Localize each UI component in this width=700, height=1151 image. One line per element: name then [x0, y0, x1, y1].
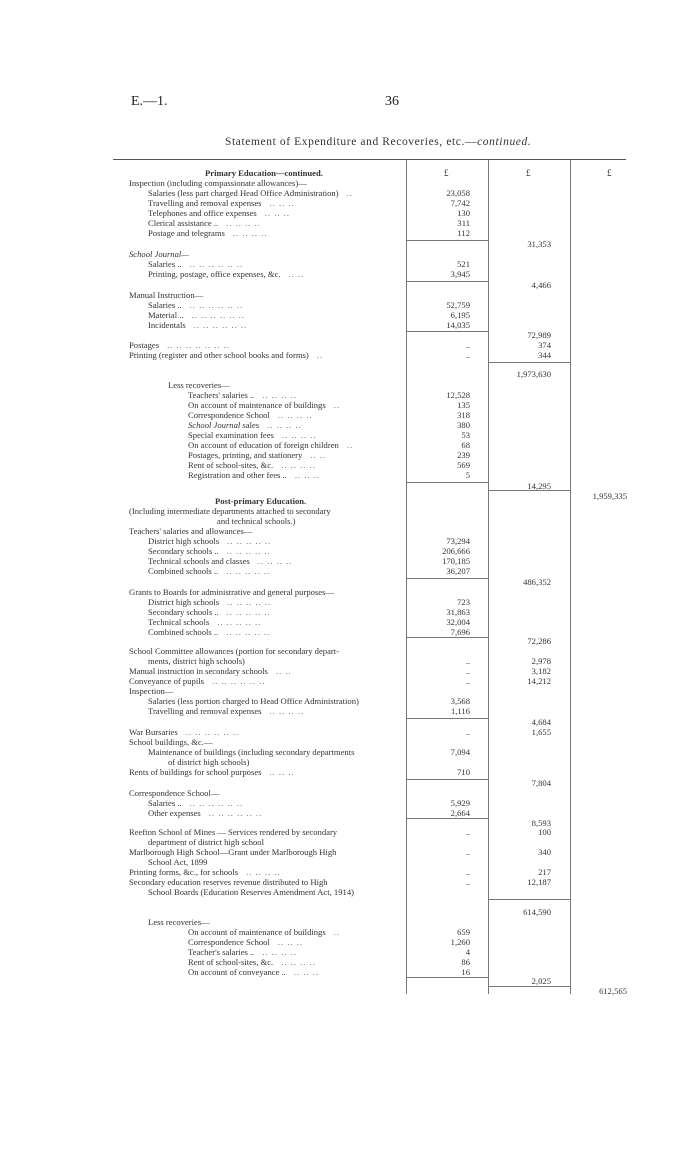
dot-leader: ..	[346, 440, 354, 450]
row-label: Secondary education reserves revenue distributed to High	[129, 877, 328, 887]
dot-leader: .. .. .. ..	[281, 957, 316, 967]
row-label: District high schools	[148, 536, 220, 546]
amount-c1: 170,185	[442, 556, 470, 566]
dot-leader: ..	[316, 350, 324, 360]
row-label: Combined schools ..	[148, 566, 219, 576]
amount-c2: 100	[538, 827, 551, 837]
row-label: On account of maintenance of buildings	[188, 927, 326, 937]
amount-c1: 4	[465, 947, 470, 957]
row-label: of district high schools)	[168, 757, 250, 767]
dot-leader: .. .. .. ..	[257, 556, 293, 566]
amount-c1: 723	[457, 597, 470, 607]
amount-c1: 311	[457, 218, 470, 228]
amount-c1: 32,004	[446, 617, 470, 627]
row-label: Salaries ..	[148, 798, 182, 808]
row-label: ments, district high schools)	[148, 656, 245, 666]
amount-c2: 1,973,630	[516, 369, 551, 379]
amount-c1: ..	[465, 350, 470, 360]
dot-leader: ..	[333, 927, 340, 937]
amount-c2: 374	[538, 340, 551, 350]
amount-c2: 14,212	[527, 676, 551, 686]
dot-leader: .. .. .. .. .. ..	[189, 798, 244, 808]
amount-c2: 486,352	[523, 577, 551, 587]
amount-c2: 72,989	[527, 330, 551, 340]
row-label: (Including intermediate departments attached to secondary	[129, 506, 331, 516]
amount-c1: ..	[465, 666, 470, 676]
row-label: Primary Education—continued.	[205, 168, 323, 178]
row-label: War Bursaries	[129, 727, 178, 737]
amount-c2: 340	[538, 847, 551, 857]
column-3-currency: £	[607, 168, 612, 178]
amount-c2: 8,593	[531, 818, 551, 828]
amount-c2: 4,466	[531, 280, 551, 290]
amount-c1: 5,929	[450, 798, 470, 808]
dot-leader: .. .. .. .. ..	[226, 566, 271, 576]
column-1-currency: £	[444, 168, 449, 178]
amount-c1: 23,058	[446, 188, 470, 198]
amount-c2: 72,286	[527, 636, 551, 646]
page-number: 36	[385, 94, 399, 109]
column-2-currency: £	[526, 168, 531, 178]
dot-leader: .. .. .. .. .. ..	[211, 676, 266, 686]
row-label: Combined schools ..	[148, 627, 219, 637]
amount-c2: 14,295	[527, 481, 551, 491]
row-label: Manual instruction in secondary schools	[129, 666, 268, 676]
amount-c1: 12,528	[446, 390, 470, 400]
row-label: Other expenses	[148, 808, 201, 818]
dot-leader: .. .. .. ..	[246, 867, 281, 877]
dot-leader: .. .. .. .. .. ..	[189, 259, 244, 269]
row-label: Salaries ..	[148, 300, 182, 310]
row-label: Inspection (including compassionate allowances)—	[129, 178, 307, 188]
subtotal-rule	[407, 331, 488, 332]
amount-c1: 659	[457, 927, 470, 937]
amount-c1: 7,094	[450, 747, 470, 757]
amount-c1: ..	[465, 867, 470, 877]
dot-leader: .. .. .. .. ..	[217, 617, 262, 627]
page-header-left: E.—1.	[131, 94, 168, 109]
row-label: Secondary schools ..	[148, 546, 219, 556]
row-label: On account of education of foreign children	[188, 440, 339, 450]
dot-leader: ..	[346, 188, 353, 198]
row-label: Teachers' salaries ..	[188, 390, 255, 400]
dot-leader: .. .. .. ..	[232, 228, 268, 238]
row-label: Salaries (less portion charged to Head Office Administration)	[148, 696, 359, 706]
amount-c1: 2,664	[450, 808, 470, 818]
subtotal-rule	[407, 718, 488, 719]
amount-c1: 1,260	[450, 937, 470, 947]
dot-leader: .. .. .. .. .. ..	[193, 320, 248, 330]
row-label: School Act, 1899	[148, 857, 208, 867]
row-label: Printing (register and other school books and forms)	[129, 350, 309, 360]
subtotal-rule	[407, 637, 488, 638]
amount-c2: 2,978	[531, 656, 551, 666]
row-label: Travelling and removal expenses	[148, 198, 262, 208]
statement-title-main: Statement of Expenditure and Recoveries, etc.—	[225, 136, 478, 148]
row-label: Rent of school-sites, &c.	[188, 957, 274, 967]
row-label: Correspondence School—	[129, 788, 220, 798]
row-label: Rent of school-sites, &c.	[188, 460, 274, 470]
amount-c1: 5	[465, 470, 470, 480]
amount-c1: ..	[465, 877, 470, 887]
amount-c1: ..	[465, 676, 470, 686]
row-label: Correspondence School	[188, 410, 270, 420]
amount-c2: 2,025	[531, 976, 551, 986]
dot-leader: .. .. .. ..	[281, 430, 317, 440]
row-label: Postage and telegrams	[148, 228, 225, 238]
statement-title	[225, 136, 531, 148]
row-label: Inspection—	[129, 686, 174, 696]
row-label: Special examination fees	[188, 430, 274, 440]
amount-c1: 318	[457, 410, 470, 420]
dot-leader: .. .. .. .. ..	[227, 536, 272, 546]
row-label: Less recoveries—	[148, 917, 210, 927]
row-label: Secondary schools ..	[148, 607, 219, 617]
row-label: Grants to Boards for administrative and general purposes—	[129, 587, 335, 597]
amount-c1: 569	[457, 460, 470, 470]
row-label: Salaries (less part charged Head Office Administration)	[148, 188, 339, 198]
amount-c1: 380	[457, 420, 470, 430]
row-label: School Journal sales	[188, 420, 260, 430]
dot-leader: .. .. ..	[293, 967, 320, 977]
column-divider-3	[570, 160, 571, 994]
amount-c1: 7,742	[450, 198, 470, 208]
dot-leader: .. .. .. .. .. ..	[189, 300, 244, 310]
subtotal-rule	[489, 986, 570, 987]
amount-c2: 344	[538, 350, 551, 360]
amount-c1: 710	[457, 767, 470, 777]
row-label: School Journal—	[129, 249, 189, 259]
dot-leader: .. .. .. .. ..	[227, 597, 272, 607]
dot-leader: .. .. .. ..	[281, 460, 316, 470]
row-label: Maintenance of buildings (including secondary departments	[148, 747, 355, 757]
row-label: Salaries ..	[148, 259, 182, 269]
row-label: Technical schools	[148, 617, 210, 627]
amount-c2: 217	[538, 867, 551, 877]
amount-c1: 239	[457, 450, 470, 460]
row-label: Postages, printing, and stationery	[188, 450, 303, 460]
dot-leader: .. .. ..	[294, 470, 320, 480]
amount-c2: 614,590	[523, 907, 551, 917]
dot-leader: .. ..	[310, 450, 327, 460]
amount-c1: ..	[465, 827, 470, 837]
row-label: Telephones and office expenses	[148, 208, 257, 218]
amount-c1: 73,294	[446, 536, 470, 546]
dot-leader: .. .. .. ..	[277, 410, 313, 420]
subtotal-rule	[407, 281, 488, 282]
amount-c1: 3,945	[450, 269, 470, 279]
amount-c1: 112	[457, 228, 470, 238]
amount-c1: 36,207	[446, 566, 470, 576]
dot-leader: .. .. .. .. ..	[226, 546, 271, 556]
amount-c1: ..	[465, 727, 470, 737]
dot-leader: .. .. .. .. .. ..	[185, 727, 240, 737]
dot-leader: .. ..	[288, 269, 305, 279]
amount-c1: 31,863	[446, 607, 470, 617]
dot-leader: .. .. .. .. ..	[226, 627, 271, 637]
dot-leader: .. .. ..	[264, 208, 290, 218]
dot-leader: .. .. ..	[269, 767, 295, 777]
amount-c1: 6,195	[450, 310, 470, 320]
subtotal-rule	[407, 977, 488, 978]
row-label: Less recoveries—	[168, 380, 230, 390]
dot-leader: .. .. .. ..	[226, 218, 261, 228]
amount-c1: 1,116	[450, 706, 470, 716]
dot-leader: .. .. ..	[277, 937, 304, 947]
row-label: Teacher's salaries ..	[188, 947, 255, 957]
top-rule	[113, 159, 626, 160]
row-label: Reefton School of Mines — Services rendered by secondary	[129, 827, 338, 837]
amount-c2: 12,187	[527, 877, 551, 887]
row-label: Teachers' salaries and allowances—	[129, 526, 253, 536]
subtotal-rule	[407, 578, 488, 579]
amount-c1: 68	[461, 440, 470, 450]
amount-c1: 52,759	[446, 300, 470, 310]
amount-c1: 135	[457, 400, 470, 410]
subtotal-rule	[489, 362, 570, 363]
amount-c2: 1,655	[531, 727, 551, 737]
amount-c1: 521	[457, 259, 470, 269]
row-label: Manual Instruction—	[129, 290, 204, 300]
row-label: Technical schools and classes	[148, 556, 250, 566]
subtotal-rule	[489, 899, 570, 900]
column-divider-2	[488, 160, 489, 994]
dot-leader: .. .. .. .. .. ..	[191, 310, 246, 320]
row-label: Material ..	[148, 310, 184, 320]
subtotal-rule	[407, 818, 488, 819]
dot-leader: .. .. .. ..	[269, 706, 305, 716]
row-label: Rents of buildings for school purposes	[129, 767, 262, 777]
row-label: On account of maintenance of buildings	[188, 400, 326, 410]
row-label: Marlborough High School—Grant under Marlborough High	[129, 847, 337, 857]
amount-c1: 3,568	[450, 696, 470, 706]
dot-leader: .. .. .. ..	[267, 420, 302, 430]
amount-c1: 7,696	[450, 627, 470, 637]
row-label: Conveyance of pupils	[129, 676, 204, 686]
row-label: Travelling and removal expenses	[148, 706, 262, 716]
amount-c2: 4,684	[531, 717, 551, 727]
row-label: Registration and other fees ..	[188, 470, 287, 480]
subtotal-rule	[407, 240, 488, 241]
row-label: Incidentals	[148, 320, 186, 330]
subtotal-rule	[407, 482, 488, 483]
row-label: School Committee allowances (portion for secondary depart-	[129, 646, 340, 656]
column-divider-1	[406, 160, 407, 994]
amount-c1: 16	[461, 967, 470, 977]
dot-leader: .. .. .. .. .. .. ..	[167, 340, 231, 350]
amount-c1: 53	[461, 430, 470, 440]
amount-c2: 7,804	[531, 778, 551, 788]
dot-leader: ..	[333, 400, 340, 410]
amount-c1: ..	[465, 656, 470, 666]
row-label: Printing forms, &c., for schools	[129, 867, 239, 877]
row-label: Printing, postage, office expenses, &c.	[148, 269, 281, 279]
row-label: department of district high school	[148, 837, 264, 847]
dot-leader: .. .. ..	[269, 198, 295, 208]
row-label: On account of conveyance ..	[188, 967, 286, 977]
amount-c1: 86	[461, 957, 470, 967]
amount-c1: ..	[465, 847, 470, 857]
dot-leader: .. ..	[275, 666, 292, 676]
amount-c1: ..	[465, 340, 470, 350]
row-label: School buildings, &c.—	[129, 737, 213, 747]
amount-c2: 3,182	[531, 666, 551, 676]
row-label: Post-primary Education.	[215, 496, 307, 506]
dot-leader: .. .. .. ..	[262, 390, 297, 400]
dot-leader: .. .. .. ..	[262, 947, 297, 957]
row-label: Correspondence School	[188, 937, 270, 947]
amount-c1: 14,035	[446, 320, 470, 330]
amount-c3: 612,565	[599, 986, 627, 996]
row-label: School Boards (Education Reserves Amendment Act, 1914)	[148, 887, 354, 897]
row-label: Clerical assistance ..	[148, 218, 219, 228]
amount-c2: 31,353	[527, 239, 551, 249]
statement-title-continued: continued.	[477, 136, 532, 148]
row-label: Postages	[129, 340, 160, 350]
row-label: District high schools	[148, 597, 220, 607]
dot-leader: .. .. .. .. .. ..	[208, 808, 263, 818]
row-label: and technical schools.)	[217, 516, 296, 526]
subtotal-rule	[407, 779, 488, 780]
amount-c1: 206,666	[442, 546, 470, 556]
dot-leader: .. .. .. .. ..	[226, 607, 271, 617]
amount-c3: 1,959,335	[592, 491, 627, 501]
amount-c1: 130	[457, 208, 470, 218]
